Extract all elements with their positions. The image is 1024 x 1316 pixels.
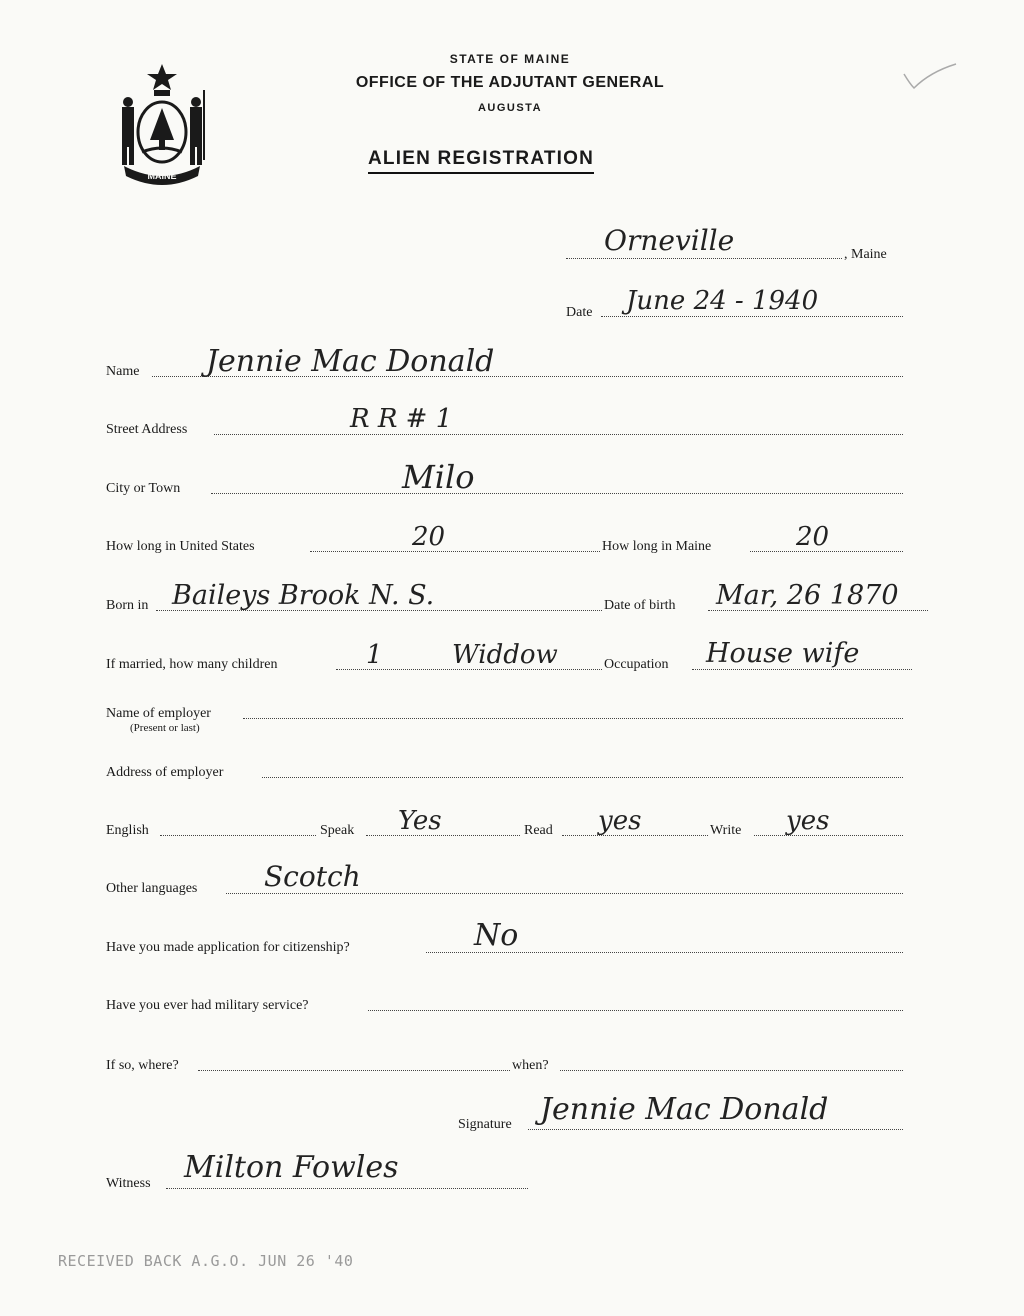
when-line (560, 1070, 903, 1071)
form-title: ALIEN REGISTRATION (368, 148, 594, 174)
when-label: when? (512, 1058, 549, 1073)
date-of-birth-label: Date of birth (604, 598, 676, 613)
citizenship-label: Have you made application for citizenship? (106, 940, 350, 955)
date-of-birth-value: Mar, 26 1870 (716, 580, 899, 611)
military-service-line (368, 1010, 903, 1011)
signature-line (528, 1129, 903, 1130)
name-value: Jennie Mac Donald (206, 344, 495, 379)
street-address-line (214, 434, 903, 435)
date-line (601, 316, 903, 317)
children-value: 1 (366, 640, 383, 670)
employer-address-label: Address of employer (106, 765, 224, 780)
married-children-label: If married, how many children (106, 657, 278, 672)
how-long-maine-label: How long in Maine (602, 539, 712, 554)
other-languages-line (226, 893, 903, 894)
employer-name-sublabel: (Present or last) (130, 722, 200, 734)
received-stamp: RECEIVED BACK A.G.O. JUN 26 '40 (58, 1252, 354, 1270)
city-label: City or Town (106, 481, 181, 496)
street-address-value: R R # 1 (350, 404, 453, 434)
how-long-us-value: 20 (412, 522, 446, 552)
citizenship-value: No (474, 918, 519, 953)
english-line (160, 835, 316, 836)
marital-status-value: Widdow (452, 640, 558, 670)
other-languages-label: Other languages (106, 881, 198, 896)
employer-name-line (243, 718, 903, 719)
how-long-maine-value: 20 (796, 522, 830, 552)
state-heading: STATE OF MAINE (449, 52, 571, 66)
date-value: June 24 - 1940 (626, 286, 819, 316)
name-label: Name (106, 364, 140, 379)
write-value: yes (786, 806, 830, 836)
state-of-maine-seal (112, 60, 212, 186)
occupation-line (692, 669, 912, 670)
speak-line (366, 835, 520, 836)
employer-name-label: Name of employer (106, 706, 211, 721)
read-value: yes (598, 806, 642, 836)
city-line (211, 493, 903, 494)
svg-text:MAINE: MAINE (147, 171, 177, 181)
checkmark-icon (900, 62, 960, 92)
read-label: Read (524, 823, 553, 838)
city-heading: AUGUSTA (477, 102, 543, 114)
date-label: Date (566, 305, 593, 320)
how-long-us-line (310, 551, 600, 552)
where-label: If so, where? (106, 1058, 179, 1073)
city-value: Milo (402, 458, 475, 496)
other-languages-value: Scotch (264, 860, 361, 893)
occupation-label: Occupation (604, 657, 669, 672)
where-line (198, 1070, 510, 1071)
signature-value: Jennie Mac Donald (540, 1092, 829, 1127)
occupation-value: House wife (706, 638, 860, 669)
speak-value: Yes (398, 806, 442, 836)
born-in-value: Baileys Brook N. S. (172, 580, 435, 611)
town-line (566, 258, 842, 259)
english-label: English (106, 823, 149, 838)
born-in-label: Born in (106, 598, 149, 613)
signature-label: Signature (458, 1117, 512, 1132)
military-service-label: Have you ever had military service? (106, 998, 309, 1013)
how-long-us-label: How long in United States (106, 539, 255, 554)
write-label: Write (710, 823, 742, 838)
speak-label: Speak (320, 823, 355, 838)
maine-label: , Maine (844, 247, 887, 262)
employer-address-line (262, 777, 903, 778)
town-value: Orneville (604, 224, 735, 257)
witness-value: Milton Fowles (184, 1150, 399, 1185)
witness-label: Witness (106, 1176, 151, 1191)
street-address-label: Street Address (106, 422, 188, 437)
office-heading: OFFICE OF THE ADJUTANT GENERAL (355, 74, 665, 91)
witness-line (166, 1188, 528, 1189)
